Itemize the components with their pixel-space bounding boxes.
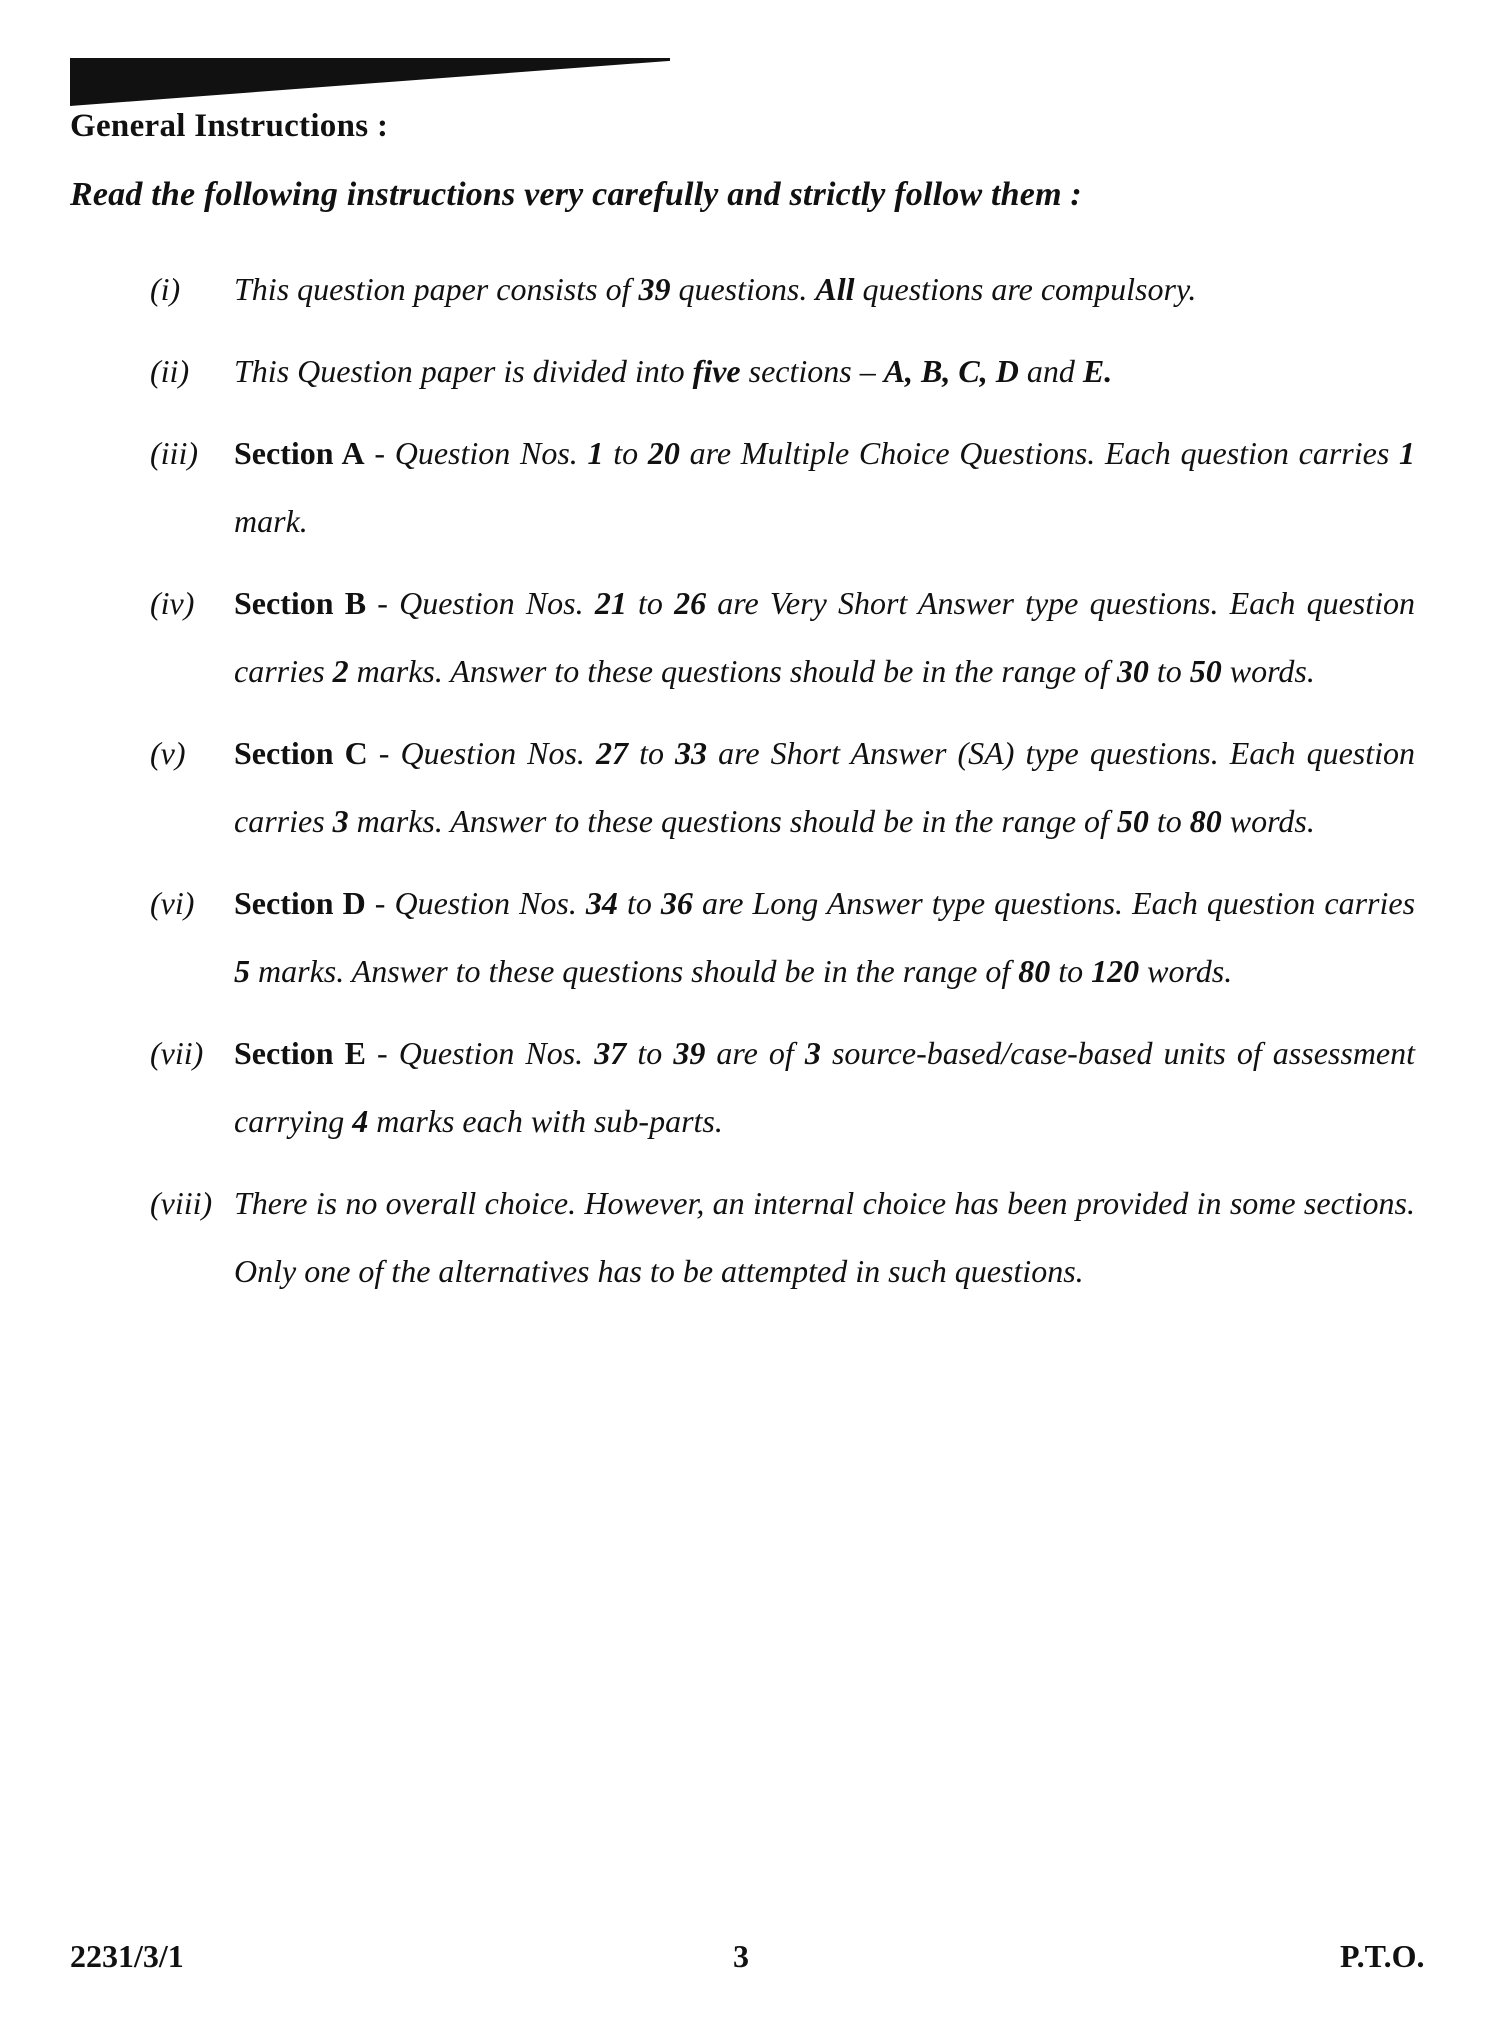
instruction-text: There is no overall choice. However, an internal choice has been provided in some sections. Only one of the alternatives has to be attempted in such questions. — [234, 1185, 1415, 1289]
paper-code: 2231/3/1 — [70, 1938, 184, 1974]
instruction-item-viii — [150, 1169, 1415, 1305]
instruction-number: (vi) — [150, 885, 195, 921]
instruction-item-iv — [150, 569, 1415, 705]
page-number: 3 — [733, 1938, 749, 1974]
please-turn-over: P.T.O. — [1340, 1938, 1425, 1974]
instruction-text: Section E - Question Nos. 37 to 39 are of 3 source-based/case-based units of assessment carrying 4 marks each with sub-parts. — [234, 1035, 1416, 1139]
instruction-text: Section C - Question Nos. 27 to 33 are Short Answer (SA) type questions. Each question carries 3 marks. Answer to these questions should be in the range of 50 to 80 words. — [234, 735, 1416, 839]
instruction-number: (iv) — [150, 585, 195, 621]
instruction-number: (viii) — [150, 1185, 213, 1221]
instructions-list — [150, 255, 1415, 1319]
instruction-number: (vii) — [150, 1035, 204, 1071]
instruction-item-iii — [150, 419, 1415, 555]
instruction-item-ii — [150, 337, 1415, 405]
instruction-text: This Question paper is divided into five sections – A, B, C, D and E. — [234, 353, 1113, 389]
instruction-item-vi — [150, 869, 1415, 1005]
instruction-item-v — [150, 719, 1415, 855]
instruction-item-vii — [150, 1019, 1415, 1155]
instruction-number: (ii) — [150, 353, 190, 389]
header-black-bar — [70, 58, 670, 106]
instruction-number: (v) — [150, 735, 186, 771]
instructions-subheading: Read the following instructions very carefully and strictly follow them : — [70, 176, 1082, 213]
instruction-text: Section A - Question Nos. 1 to 20 are Multiple Choice Questions. Each question carries 1 mark. — [234, 435, 1416, 539]
instruction-number: (iii) — [150, 435, 198, 471]
instruction-number: (i) — [150, 271, 181, 307]
general-instructions-heading: General Instructions : — [70, 108, 389, 144]
instruction-text: Section B - Question Nos. 21 to 26 are Very Short Answer type questions. Each question carries 2 marks. Answer to these questions should be in the range of 30 to 50 words. — [234, 585, 1416, 689]
instruction-text: This question paper consists of 39 questions. All questions are compulsory. — [234, 271, 1197, 307]
instruction-text: Section D - Question Nos. 34 to 36 are Long Answer type questions. Each question carries 5 marks. Answer to these questions should be in the range of 80 to 120 words. — [234, 885, 1416, 989]
instruction-item-i — [150, 255, 1415, 323]
